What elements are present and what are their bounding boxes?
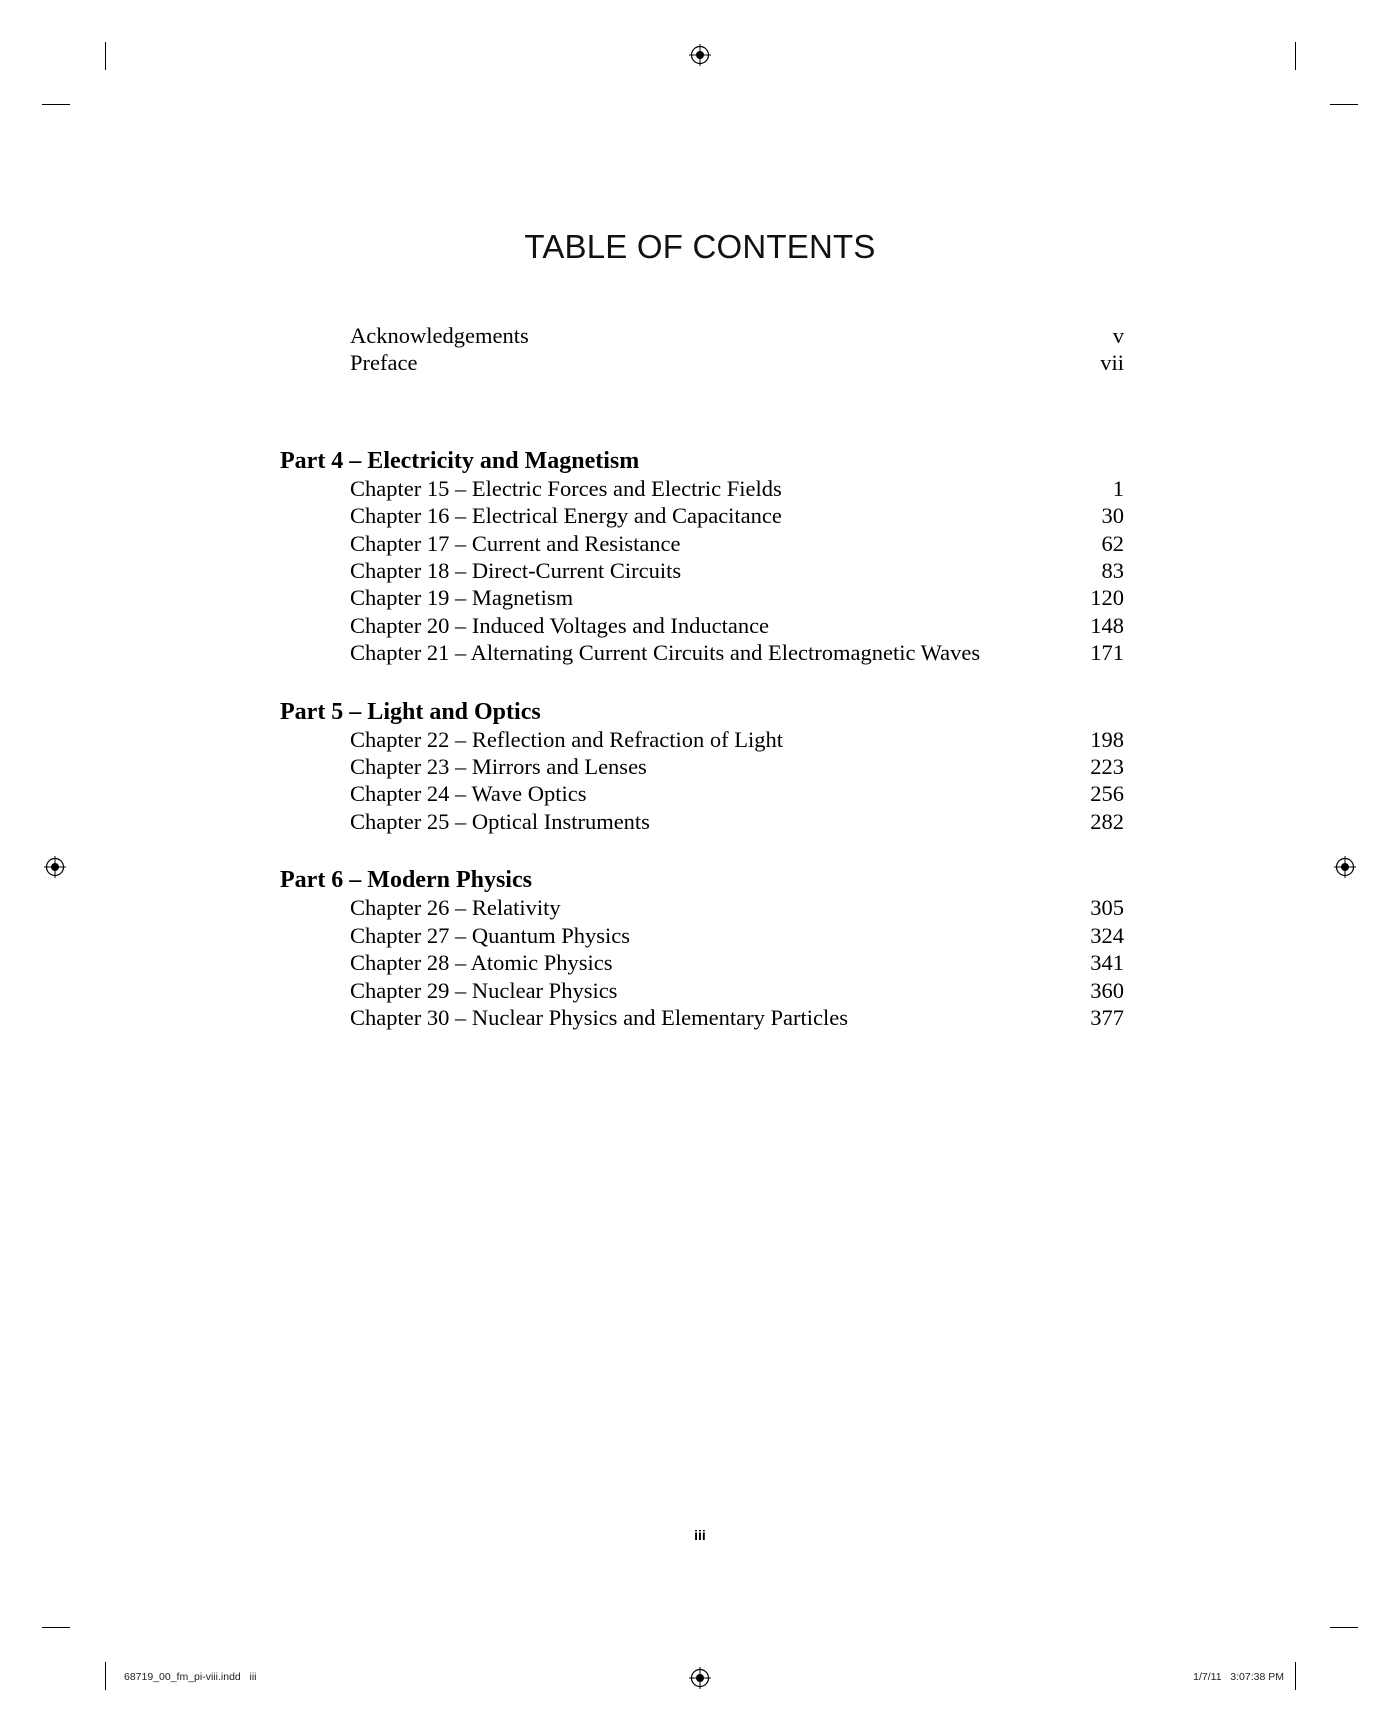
toc-entry-page: vii: [1100, 350, 1124, 376]
toc-entry-chapter-26[interactable]: [280, 894, 1124, 921]
toc-entry-page: 305: [1090, 895, 1124, 921]
part-title[interactable]: Part 6 – Modern Physics: [280, 867, 532, 894]
page-number: iii: [694, 1527, 706, 1543]
registration-mark-left-icon: [44, 856, 66, 878]
toc-entry-chapter-20[interactable]: [280, 612, 1124, 639]
toc-entry-label: Chapter 28 – Atomic Physics: [350, 950, 613, 976]
toc-entry-page: 30: [1101, 503, 1124, 529]
toc-entry-chapter-28[interactable]: [280, 949, 1124, 976]
toc-entry-label: Acknowledgements: [350, 323, 529, 348]
toc-entry-chapter-29[interactable]: [280, 977, 1124, 1004]
toc-entry-page: 148: [1090, 612, 1124, 638]
toc-entry-chapter-22[interactable]: [280, 726, 1124, 753]
page-title: TABLE OF CONTENTS: [524, 228, 876, 265]
toc-entry-chapter-16[interactable]: [280, 502, 1124, 529]
registration-mark-top-icon: [689, 44, 711, 66]
toc-entry-label: Chapter 22 – Reflection and Refraction of Light: [350, 726, 783, 752]
crop-mark-top-left-h: [42, 104, 70, 105]
toc-entry-preface[interactable]: [280, 349, 1124, 376]
toc-entry-page: 120: [1090, 585, 1124, 611]
toc-entry-label: Chapter 26 – Relativity: [350, 895, 561, 921]
toc-entry-label: Chapter 27 – Quantum Physics: [350, 922, 630, 948]
slug-file-name: 68719_00_fm_pi-viii.indd iii: [124, 1671, 257, 1683]
toc-entry-label: Chapter 17 – Current and Resistance: [350, 530, 681, 556]
toc-entry-chapter-18[interactable]: [280, 557, 1124, 584]
crop-mark-bottom-left-h: [42, 1627, 70, 1628]
toc-entry-label: Chapter 20 – Induced Voltages and Inductance: [350, 612, 770, 638]
crop-mark-top-right: [1295, 42, 1296, 70]
crop-mark-bottom-left: [105, 1662, 106, 1690]
table-of-contents: [280, 322, 1124, 1031]
toc-entry-chapter-17[interactable]: [280, 530, 1124, 557]
part-title[interactable]: Part 5 – Light and Optics: [280, 698, 541, 725]
toc-entry-chapter-24[interactable]: [280, 780, 1124, 807]
toc-entry-chapter-27[interactable]: [280, 922, 1124, 949]
toc-entry-chapter-30[interactable]: [280, 1004, 1124, 1031]
registration-mark-bottom-icon: [689, 1667, 711, 1689]
front-matter: [280, 322, 1124, 377]
toc-entry-page: 282: [1090, 808, 1124, 834]
toc-entry-page: 1: [1112, 475, 1124, 501]
toc-entry-chapter-21[interactable]: [280, 639, 1124, 666]
toc-entry-label: Chapter 16 – Electrical Energy and Capacitance: [350, 503, 782, 529]
toc-entry-page: 223: [1090, 754, 1124, 780]
toc-entry-page: 198: [1090, 726, 1124, 752]
toc-entry-chapter-25[interactable]: [280, 808, 1124, 835]
toc-entry-page: 256: [1090, 781, 1124, 807]
toc-entry-chapter-15[interactable]: [280, 475, 1124, 502]
toc-entry-page: 360: [1090, 977, 1124, 1003]
toc-entry-page: 62: [1101, 530, 1124, 556]
toc-entry-page: 377: [1090, 1004, 1124, 1030]
part-title[interactable]: Part 4 – Electricity and Magnetism: [280, 447, 640, 474]
toc-entry-page: 171: [1090, 640, 1124, 666]
part-6: [280, 866, 1124, 1031]
toc-entry-acknowledgements[interactable]: [280, 322, 1124, 349]
toc-entry-label: Chapter 19 – Magnetism: [350, 585, 574, 611]
toc-entry-label: Chapter 30 – Nuclear Physics and Elementary Particles: [350, 1004, 848, 1030]
crop-mark-bottom-right: [1295, 1662, 1296, 1690]
toc-entry-page: 324: [1090, 922, 1124, 948]
part-5: [280, 698, 1124, 836]
slug-timestamp: 1/7/11 3:07:38 PM: [1193, 1671, 1284, 1683]
toc-entry-label: Chapter 25 – Optical Instruments: [350, 808, 650, 834]
registration-mark-right-icon: [1334, 856, 1356, 878]
toc-entry-label: Chapter 29 – Nuclear Physics: [350, 977, 618, 1003]
toc-entry-label: Preface: [350, 350, 418, 376]
crop-mark-top-right-h: [1330, 104, 1358, 105]
crop-mark-top-left: [105, 42, 106, 70]
toc-entry-label: Chapter 21 – Alternating Current Circuits and Electromagnetic Waves: [350, 640, 981, 666]
toc-entry-page: 341: [1090, 950, 1124, 976]
toc-entry-label: Chapter 18 – Direct-Current Circuits: [350, 558, 682, 584]
toc-entry-page: v: [1112, 323, 1124, 348]
part-4: [280, 447, 1124, 667]
crop-mark-bottom-right-h: [1330, 1627, 1358, 1628]
toc-entry-label: Chapter 15 – Electric Forces and Electric Fields: [350, 475, 782, 501]
toc-entry-label: Chapter 23 – Mirrors and Lenses: [350, 754, 647, 780]
toc-entry-label: Chapter 24 – Wave Optics: [350, 781, 587, 807]
toc-entry-page: 83: [1101, 558, 1124, 584]
toc-entry-chapter-19[interactable]: [280, 584, 1124, 611]
toc-entry-chapter-23[interactable]: [280, 753, 1124, 780]
